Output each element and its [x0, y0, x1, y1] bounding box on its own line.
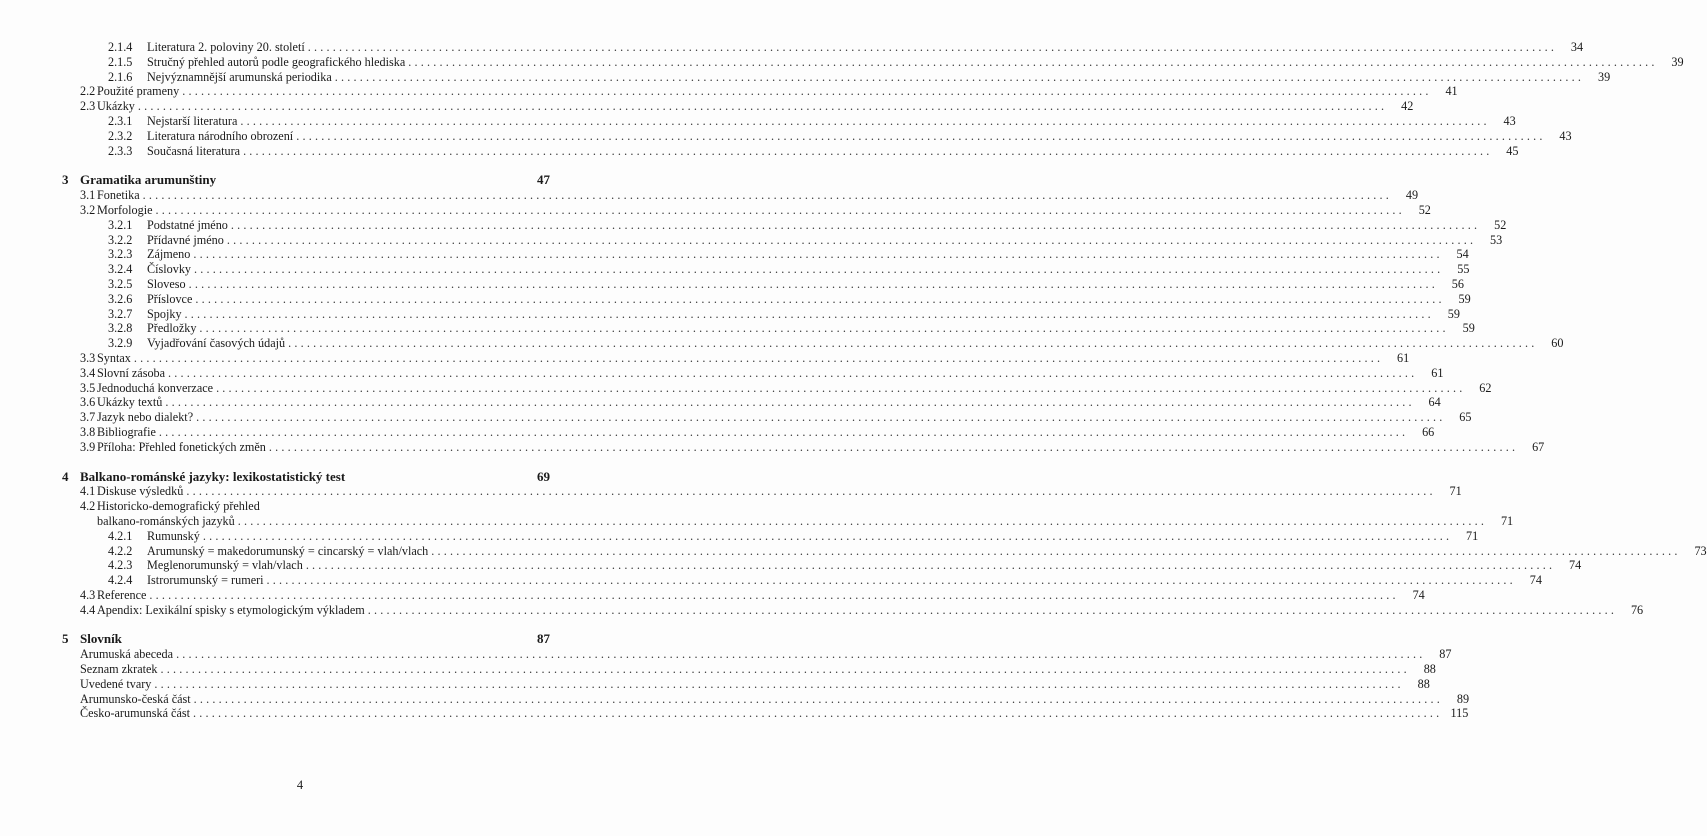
entry-title: Jednoduchá konverzace: [97, 380, 214, 395]
entry-page: 60: [1551, 336, 1564, 351]
entry-number: 4.1: [80, 484, 96, 499]
entry-number: 3.1: [80, 188, 96, 203]
toc-entry: [0, 691, 1470, 707]
entry-page: 74: [1529, 573, 1542, 588]
entry-title: Arumuská abeceda: [80, 647, 174, 662]
entry-page: 69: [537, 468, 550, 484]
dot-leader: ........................................................................................................................................................................................................: [266, 573, 1516, 588]
dot-leader: ........................................................................................................................................................................................................: [193, 691, 1444, 706]
toc-entry: [0, 676, 1430, 692]
dot-leader: ........................................................................................................................................................................................................: [160, 662, 1410, 677]
dot-leader: ........................................................................................................................................................................................................: [196, 410, 1446, 425]
entry-page: 71: [1449, 484, 1462, 499]
dot-leader: ........................................................................................................................................................................................................: [431, 543, 1681, 558]
entry-number: 3.2.9: [108, 336, 133, 351]
entry-page: 115: [1450, 706, 1469, 721]
toc-entry: [0, 99, 1414, 114]
entry-page: 87: [1439, 647, 1452, 662]
dot-leader: ........................................................................................................................................................................................................: [194, 262, 1444, 277]
dot-leader: [348, 470, 524, 485]
entry-number: 3.7: [80, 410, 96, 425]
dot-leader: ........................................................................................................................................................................................................: [137, 99, 1388, 114]
dot-leader: ........................................................................................................................................................................................................: [188, 276, 1438, 291]
toc-entry: [0, 262, 1470, 277]
entry-page: 52: [1494, 217, 1507, 232]
entry-number: 4.2.3: [108, 558, 133, 573]
entry-title: Jazyk nebo dialekt?: [97, 410, 194, 425]
entry-title: Apendix: Lexikální spisky s etymologickým výkladem: [97, 602, 365, 617]
dot-leader: ........................................................................................................................................................................................................: [307, 40, 1558, 54]
dot-leader: ........................................................................................................................................................................................................: [149, 587, 1399, 602]
toc-entry: [0, 573, 1542, 588]
entry-number: 3.3: [80, 350, 96, 365]
dot-leader: ........................................................................................................................................................................................................: [154, 676, 1404, 691]
entry-number: 3.2.3: [108, 247, 133, 262]
entry-title: Ukázky: [97, 99, 135, 114]
entry-page: 74: [1412, 587, 1425, 602]
entry-title: Arumunsko-česká část: [80, 691, 191, 706]
dot-leader: ........................................................................................................................................................................................................: [202, 528, 1453, 543]
toc-entry: [0, 202, 1431, 218]
entry-page: 34: [1570, 40, 1584, 54]
entry-number: 3.8: [80, 424, 96, 439]
toc-entry: [0, 410, 1472, 425]
page-number: 4: [296, 778, 304, 792]
entry-title: Seznam zkratek: [80, 662, 158, 677]
entry-title: Literatura 2. poloviny 20. století: [147, 40, 305, 54]
dot-leader: ........................................................................................................................................................................................................: [288, 336, 1538, 351]
entry-number: 3.2.7: [108, 306, 133, 321]
toc-entry: [0, 350, 1410, 366]
entry-page: 74: [1569, 558, 1582, 573]
dot-leader: ........................................................................................................................................................................................................: [193, 247, 1443, 262]
entry-title: Ukázky textů: [97, 395, 163, 410]
entry-title: Uvedené tvary: [80, 676, 152, 691]
entry-page: 76: [1630, 602, 1644, 617]
toc-chapter-entry: [0, 470, 600, 485]
entry-number: 2.2: [80, 84, 96, 99]
toc-entry: [0, 558, 1582, 573]
entry-title: Meglenorumunský = vlah/vlach: [147, 558, 303, 573]
dot-leader: ........................................................................................................................................................................................................: [155, 202, 1405, 217]
entry-page: 59: [1458, 291, 1471, 306]
entry-number: 4.2.2: [108, 543, 133, 558]
dot-leader: ........................................................................................................................................................................................................: [268, 439, 1519, 454]
entry-title: balkano-románských jazyků: [97, 513, 235, 528]
toc-chapter-entry: [0, 632, 600, 647]
entry-page: 59: [1447, 306, 1460, 321]
dot-leader: ........................................................................................................................................................................................................: [334, 69, 1585, 84]
toc-entry: [0, 128, 1572, 144]
entry-title: Literatura národního obrození: [147, 128, 294, 143]
entry-title: Morfologie: [97, 202, 153, 217]
toc-entry: [0, 276, 1464, 292]
dot-leader: ........................................................................................................................................................................................................: [133, 350, 1384, 365]
entry-number: 4.2.4: [108, 573, 133, 588]
dot-leader: ........................................................................................................................................................................................................: [226, 232, 1477, 247]
entry-page: 87: [537, 631, 550, 647]
entry-number: 4.3: [80, 587, 96, 602]
entry-title: Historicko-demografický přehled: [97, 499, 260, 514]
entry-title: Diskuse výsledků: [97, 484, 184, 499]
dot-leader: ........................................................................................................................................................................................................: [195, 291, 1445, 306]
entry-title: Nejvýznamnější arumunská periodika: [147, 69, 332, 84]
toc-entry: [0, 528, 1479, 544]
entry-title: Vyjadřování časových údajů: [147, 336, 286, 351]
entry-number: 3.5: [80, 380, 96, 395]
entry-page: 49: [1405, 188, 1419, 203]
entry-number: 2.1.5: [108, 54, 133, 69]
dot-leader: ........................................................................................................................................................................................................: [199, 321, 1449, 336]
entry-page: [524, 499, 550, 514]
entry-title: Použité prameny: [97, 84, 180, 99]
entry-page: 61: [1431, 365, 1444, 380]
dot-leader: ........................................................................................................................................................................................................: [296, 128, 1546, 143]
dot-leader: [125, 632, 524, 647]
entry-number: 4.2: [80, 499, 96, 514]
entry-number: 4.2.1: [108, 528, 133, 543]
toc-entry: [0, 706, 1469, 721]
toc-entry: [0, 321, 1475, 336]
entry-title: Slovník: [80, 631, 122, 647]
entry-title: Číslovky: [147, 262, 192, 277]
dot-leader: ........................................................................................................................................................................................................: [165, 395, 1415, 410]
dot-leader: ........................................................................................................................................................................................................: [305, 558, 1556, 573]
entry-page: 56: [1451, 276, 1464, 291]
entry-number: 2.3: [80, 99, 96, 114]
entry-page: 43: [1503, 113, 1516, 128]
entry-page: 55: [1457, 262, 1470, 277]
dot-leader: ........................................................................................................................................................................................................: [237, 513, 1488, 528]
entry-title: Slovní zásoba: [97, 365, 166, 380]
toc-entry: [0, 513, 1514, 529]
toc-entry: [0, 113, 1516, 129]
entry-number: 3.2.2: [108, 232, 133, 247]
dot-leader: ........................................................................................................................................................................................................: [367, 602, 1618, 617]
entry-number: 3: [62, 172, 69, 188]
entry-title: Rumunský: [147, 528, 200, 543]
dot-leader: [219, 173, 524, 188]
toc-entry: [0, 54, 1684, 70]
dot-leader: ........................................................................................................................................................................................................: [193, 706, 1443, 721]
toc-entry: [0, 217, 1507, 233]
entry-title: Sloveso: [147, 276, 186, 291]
entry-number: 2.3.2: [108, 128, 133, 143]
toc-chapter-entry: [0, 173, 600, 188]
dot-leader: ........................................................................................................................................................................................................: [240, 113, 1490, 128]
entry-page: 59: [1462, 321, 1475, 336]
entry-number: 4.4: [80, 602, 96, 617]
entry-page: 61: [1397, 350, 1410, 365]
toc-entry: [0, 84, 1458, 99]
dot-leader: ........................................................................................................................................................................................................: [168, 365, 1418, 380]
entry-page: 66: [1422, 424, 1435, 439]
dot-leader: ........................................................................................................................................................................................................: [230, 217, 1481, 232]
entry-number: 2.1.6: [108, 69, 133, 84]
entry-number: 3.2.1: [108, 217, 133, 232]
toc-entry: [0, 336, 1564, 351]
dot-leader: ........................................................................................................................................................................................................: [216, 380, 1466, 395]
entry-number: 3.9: [80, 439, 96, 454]
entry-title: Stručný přehled autorů podle geografického hlediska: [147, 54, 406, 69]
dot-leader: ........................................................................................................................................................................................................: [158, 424, 1409, 439]
entry-number: 3.2: [80, 202, 96, 217]
entry-number: 3.6: [80, 395, 96, 410]
entry-page: 73: [1694, 543, 1707, 558]
toc-entry: [0, 40, 1584, 55]
toc-entry: [0, 306, 1460, 322]
entry-title: Příloha: Přehled fonetických změn: [97, 439, 266, 454]
entry-number: 3.2.8: [108, 321, 133, 336]
entry-title: Bibliografie: [97, 424, 156, 439]
entry-page: 43: [1559, 128, 1572, 143]
entry-page: 39: [1671, 54, 1684, 69]
entry-page: 67: [1532, 439, 1545, 454]
entry-page: 53: [1490, 232, 1503, 247]
entry-title: Současná literatura: [147, 143, 241, 158]
entry-page: 54: [1456, 247, 1469, 262]
entry-page: 42: [1401, 99, 1414, 114]
entry-page: 65: [1459, 410, 1472, 425]
dot-leader: ........................................................................................................................................................................................................: [186, 484, 1436, 499]
entry-number: 5: [62, 631, 69, 647]
entry-page: 62: [1479, 380, 1492, 395]
entry-title: Syntax: [97, 350, 131, 365]
toc-entry: [0, 143, 1519, 159]
entry-page: 45: [1506, 143, 1519, 158]
toc-entry: [0, 232, 1503, 248]
entry-title: Arumunský = makedorumunský = cincarský = vlah/vlach: [147, 543, 429, 558]
entry-title: Balkano-románské jazyky: lexikostatistický test: [80, 468, 346, 484]
entry-number: 2.3.1: [108, 113, 133, 128]
entry-title: Podstatné jméno: [147, 217, 228, 232]
entry-title: Istrorumunský = rumeri: [147, 573, 264, 588]
toc-entry: [0, 543, 1707, 559]
toc-entry: [0, 291, 1471, 307]
toc-entry: [0, 662, 1436, 677]
toc-entry: [0, 647, 1452, 662]
entry-number: 3.2.5: [108, 276, 133, 291]
toc-entry: [0, 439, 1545, 455]
table-of-contents: [0, 40, 1707, 721]
entry-page: 89: [1456, 691, 1470, 706]
toc-entry: [0, 380, 1492, 396]
entry-page: 52: [1418, 202, 1431, 217]
entry-number: 2.3.3: [108, 143, 133, 158]
toc-entry: [0, 602, 1644, 618]
entry-page: 47: [537, 172, 550, 188]
entry-title: Zájmeno: [147, 247, 191, 262]
entry-number: 3.2.6: [108, 291, 133, 306]
entry-number: 4: [62, 468, 69, 484]
entry-page: 71: [1500, 513, 1514, 528]
dot-leader: ........................................................................................................................................................................................................: [184, 306, 1434, 321]
dot-leader: ........................................................................................................................................................................................................: [142, 188, 1393, 203]
entry-title: Fonetika: [97, 188, 140, 203]
entry-number: 3.2.4: [108, 262, 133, 277]
dot-leader: ........................................................................................................................................................................................................: [243, 143, 1493, 158]
entry-page: 88: [1423, 662, 1436, 677]
dot-leader: [263, 499, 524, 514]
entry-title: Gramatika arumunštiny: [80, 172, 217, 188]
entry-page: 64: [1428, 395, 1441, 410]
toc-entry: [0, 395, 1441, 410]
entry-title: Reference: [97, 587, 147, 602]
toc-entry: [0, 499, 600, 514]
entry-page: 39: [1597, 69, 1611, 84]
entry-title: Přídavné jméno: [147, 232, 224, 247]
toc-entry: [0, 484, 1462, 499]
entry-page: 41: [1445, 84, 1458, 99]
dot-leader: ........................................................................................................................................................................................................: [182, 84, 1432, 99]
toc-entry: [0, 188, 1419, 203]
toc-entry: [0, 365, 1444, 381]
dot-leader: ........................................................................................................................................................................................................: [176, 647, 1426, 662]
dot-leader: ........................................................................................................................................................................................................: [408, 54, 1658, 69]
entry-title: Nejstarší literatura: [147, 113, 238, 128]
entry-number: 3.4: [80, 365, 96, 380]
toc-entry: [0, 424, 1435, 440]
toc-entry: [0, 587, 1425, 603]
entry-page: 88: [1417, 676, 1430, 691]
entry-page: 71: [1466, 528, 1479, 543]
toc-entry: [0, 69, 1611, 85]
entry-title: Příslovce: [147, 291, 193, 306]
entry-title: Česko-arumunská část: [80, 706, 190, 721]
entry-number: 2.1.4: [108, 40, 133, 54]
toc-entry: [0, 247, 1469, 262]
entry-title: Předložky: [147, 321, 197, 336]
entry-title: Spojky: [147, 306, 182, 321]
